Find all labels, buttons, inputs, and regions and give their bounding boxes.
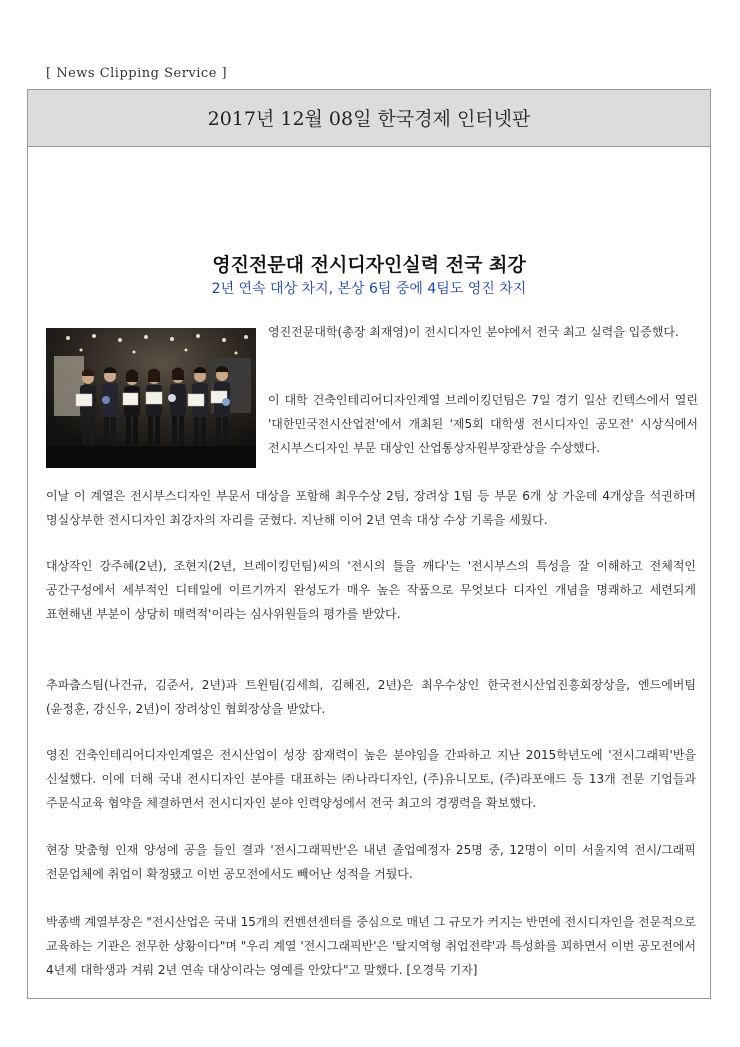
article-paragraph: 추파춥스팀(나건규, 김준서, 2년)과 트윈팀(김세희, 김혜진, 2년)은 최우수상인 한국전시산업진흥회장상을, 엔드에버팀(윤정훈, 강신우, 2년)이 장려상인 협회장상을 받았다.	[46, 678, 696, 716]
article-paragraph: 박종백 계열부장은 "전시산업은 국내 15개의 컨벤션센터를 중심으로 매년 그 규모가 커지는 반면에 전시디자인을 전문적으로 교육하는 기관은 전무한 상황이다"며 "우리 계열 '전시그래픽반'은 '탈지역형 취업전략'과 특성화를 꾀하면서 이번 공모전에서 4년제 대학생과 겨뤄 2년 연속 대상이라는 영예를 안았다"고 말했다. [오경묵 기자]	[46, 915, 696, 977]
clipping-frame	[27, 89, 711, 999]
article-paragraph: 영진 건축인테리어디자인계열은 전시산업이 성장 잠재력이 높은 분야임을 간파하고 지난 2015학년도에 '전시그래픽'반을 신설했다. 이에 더해 국내 전시디자인 분야를 대표하는 ㈜나라디자인, (주)유니모토, (주)라포애드 등 13개 전문 기업들과 주문식교육 협약을 체결하면서 전시디자인 분야 인력양성에서 전국 최고의 경쟁력을 확보했다.	[46, 748, 696, 810]
award-ceremony-photo	[46, 328, 256, 468]
news-clipping-service-label: [ News Clipping Service ]	[46, 66, 228, 81]
header-band	[28, 90, 710, 147]
article-paragraph: 영진전문대학(총장 최재영)이 전시디자인 분야에서 전국 최고 실력을 입증했다.	[268, 325, 679, 339]
article-paragraph: 이날 이 계열은 전시부스디자인 부문서 대상을 포함해 최우수상 2팀, 장려상 1팀 등 부문 6개 상 가운데 4개상을 석권하며 명실상부한 전시디자인 최강자의 자리를 굳혔다. 지난해 이어 2년 연속 대상 수상 기록을 세웠다.	[46, 489, 696, 527]
article-paragraph: 대상작인 강주혜(2년), 조현지(2년, 브레이킹던팀)씨의 '전시의 틀을 깨다'는 '전시부스의 특성을 잘 이해하고 전체적인 공간구성에서 세부적인 디테일에 이르기까지 완성도가 매우 높은 작품으로 무엇보다 디자인 개념을 명쾌하고 세련되게 표현해낸 부분이 상당히 매력적'이라는 심사위원들의 평가를 받았다.	[46, 559, 696, 621]
clipping-date-source-title: 2017년 12월 08일 한국경제 인터넷판	[207, 108, 531, 130]
article-paragraph: 이 대학 건축인테리어디자인계열 브레이킹던팀은 7일 경기 일산 킨텍스에서 열린 '대한민국전시산업전'에서 개최된 '제5회 대학생 전시디자인 공모전' 시상식에서 전시부스디자인 부문 대상인 산업통상자원부장관상을 수상했다.	[268, 393, 698, 455]
article-subheadline: 2년 연속 대상 차지, 본상 6팀 중에 4팀도 영진 차지	[211, 281, 527, 297]
article-headline: 영진전문대 전시디자인실력 전국 최강	[212, 254, 526, 276]
article-paragraph: 현장 맞춤형 인재 양성에 공을 들인 결과 '전시그래픽반'은 내년 졸업예정자 25명 중, 12명이 이미 서울지역 전시/그래픽 전문업체에 취업이 확정됐고 이번 공모전에서도 빼어난 성적을 거뒀다.	[46, 843, 696, 881]
